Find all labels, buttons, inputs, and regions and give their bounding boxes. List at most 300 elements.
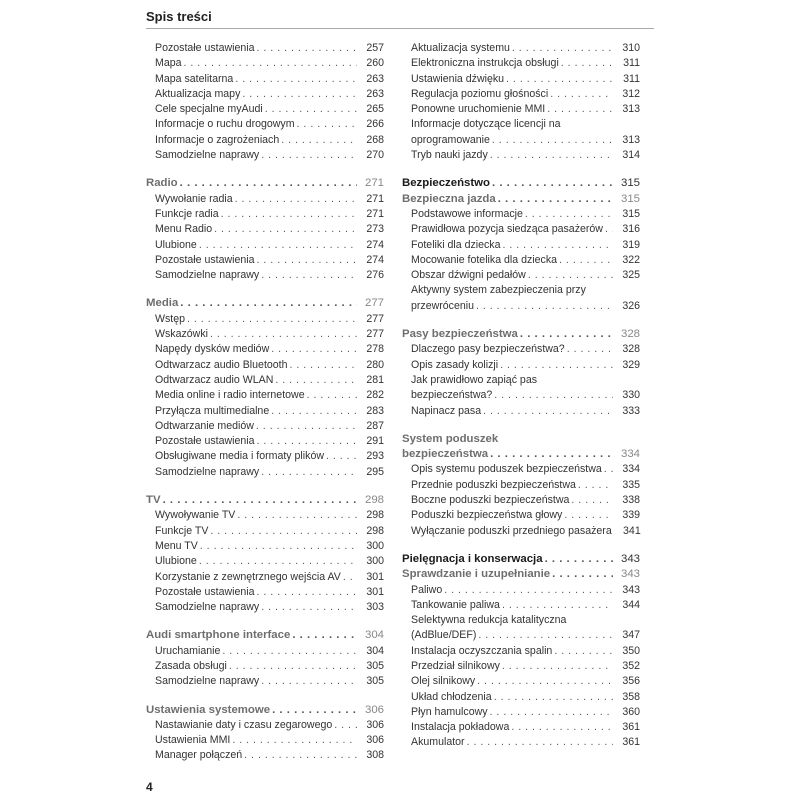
toc-entry-page: 347: [622, 629, 640, 642]
toc-group: [402, 552, 640, 751]
toc-entry-title: przewróceniu: [411, 299, 475, 312]
dot-leader: [256, 419, 357, 434]
toc-entry[interactable]: [402, 222, 640, 237]
toc-entry-page: 300: [366, 555, 384, 568]
toc-entry-page: 350: [622, 644, 640, 657]
toc-entry-page: 277: [364, 297, 384, 310]
toc-group: [402, 327, 640, 419]
toc-entry-page: 263: [366, 87, 384, 100]
toc-entry-page: 312: [622, 87, 640, 100]
toc-entry-title: Korzystanie z zewnętrznego wejścia AV: [155, 570, 341, 583]
toc-entry-page: 326: [622, 299, 640, 312]
toc-entry[interactable]: [402, 508, 640, 523]
dot-leader: [271, 342, 357, 357]
dot-leader: [180, 296, 357, 311]
toc-section-heading[interactable]: [402, 567, 640, 582]
dot-leader: [292, 628, 357, 643]
dot-leader: [571, 493, 613, 508]
toc-entry[interactable]: [402, 133, 640, 148]
toc-entry-page: 329: [622, 358, 640, 371]
dot-leader: [564, 508, 613, 523]
toc-entry-title: Obsługiwane media i formaty plików: [155, 450, 324, 463]
toc-entry-title: Poduszki bezpieczeństwa głowy: [411, 509, 563, 522]
toc-entry[interactable]: [146, 41, 384, 56]
dot-leader: [210, 327, 357, 342]
dot-leader: [502, 598, 613, 613]
toc-entry-page: 304: [366, 644, 384, 657]
toc-group: [146, 493, 384, 615]
toc-entry-title: Instalacja pokładowa: [411, 721, 510, 734]
toc-entry-first-line: Informacje dotyczące licencji na: [411, 118, 561, 131]
toc-entry-title: Samodzielne naprawy: [155, 601, 260, 614]
dot-leader: [554, 644, 613, 659]
toc-entry-page: 277: [366, 328, 384, 341]
dot-leader: [528, 268, 613, 283]
toc-entry-page: 303: [366, 601, 384, 614]
toc-entry[interactable]: [402, 720, 640, 735]
dot-leader: [567, 342, 613, 357]
dot-leader: [467, 735, 613, 750]
toc-entry-page: 291: [366, 435, 384, 448]
toc-entry-title: Media online i radio internetowe: [155, 389, 305, 402]
toc-entry[interactable]: [146, 419, 384, 434]
toc-entry[interactable]: [402, 478, 640, 493]
toc-entry[interactable]: [146, 508, 384, 523]
toc-entry-title: Sprawdzanie i uzupełnianie: [402, 568, 551, 581]
toc-entry[interactable]: [402, 56, 640, 71]
toc-entry-title: Wywołanie radia: [155, 192, 233, 205]
dot-leader: [242, 87, 357, 102]
toc-entry[interactable]: [146, 388, 384, 403]
toc-entry[interactable]: [146, 449, 384, 464]
toc-entry[interactable]: [402, 628, 640, 643]
dot-leader: [232, 733, 357, 748]
toc-entry-title: Napędy dysków mediów: [155, 343, 270, 356]
dot-leader: [492, 176, 613, 191]
toc-entry-page: 328: [620, 328, 640, 341]
toc-entry-title: Foteliki dla dziecka: [411, 238, 501, 251]
dot-leader: [502, 659, 613, 674]
toc-entry[interactable]: [146, 554, 384, 569]
toc-entry[interactable]: [402, 207, 640, 222]
toc-entry[interactable]: [146, 56, 384, 71]
toc-entry-title: Przyłącza multimedialne: [155, 404, 270, 417]
toc-entry[interactable]: [402, 659, 640, 674]
toc-entry-title: Odtwarzacz audio WLAN: [155, 373, 274, 386]
toc-column-left: [146, 41, 384, 777]
toc-entry-page: 330: [622, 389, 640, 402]
toc-entry-page: 306: [366, 718, 384, 731]
dot-leader: [235, 192, 357, 207]
toc-entry-page: 271: [364, 177, 384, 190]
toc-entry-title: (AdBlue/DEF): [411, 629, 477, 642]
toc-chapter-heading[interactable]: [402, 176, 640, 191]
toc-entry-page: 301: [366, 585, 384, 598]
page-title: Spis treści: [146, 9, 212, 24]
toc-entry-page: 298: [366, 509, 384, 522]
toc-entry-title: Samodzielne naprawy: [155, 149, 260, 162]
toc-entry-title: bezpieczeństwa: [402, 448, 489, 461]
toc-entry-title: bezpieczeństwa?: [411, 389, 493, 402]
toc-entry-page: 271: [366, 207, 384, 220]
toc-entry[interactable]: [146, 207, 384, 222]
toc-entry-title: Wskazówki: [155, 328, 208, 341]
toc-entry-page: 306: [366, 734, 384, 747]
toc-entry[interactable]: [146, 148, 384, 163]
toc-entry-page: 265: [366, 103, 384, 116]
toc-entry-page: 313: [622, 133, 640, 146]
toc-entry-page: 335: [622, 478, 640, 491]
toc-entry-page: 334: [622, 463, 640, 476]
toc-entry-title: Boczne poduszki bezpieczeństwa: [411, 494, 570, 507]
toc-entry[interactable]: [146, 465, 384, 480]
toc-entry-title: Odtwarzanie mediów: [155, 419, 254, 432]
toc-entry-page: 257: [366, 42, 384, 54]
toc-entry-page: 270: [366, 149, 384, 162]
toc-entry-page: 273: [366, 223, 384, 236]
toc-entry[interactable]: [146, 644, 384, 659]
toc-entry-title: Audi smartphone interface: [146, 629, 291, 642]
toc-entry-title: Instalacja oczyszczania spalin: [411, 644, 553, 657]
toc-entry[interactable]: [402, 41, 640, 56]
toc-entry[interactable]: [402, 72, 640, 87]
toc-entry-first-line: System poduszek: [402, 432, 499, 445]
toc-entry-page: 274: [366, 253, 384, 266]
toc-entry-title: Odtwarzacz audio Bluetooth: [155, 358, 288, 371]
toc-entry[interactable]: [402, 342, 640, 357]
toc-entry[interactable]: [146, 133, 384, 148]
toc-section-heading[interactable]: [402, 447, 640, 462]
toc-entry[interactable]: [402, 462, 640, 477]
toc-entry-page: 356: [622, 675, 640, 688]
toc-entry[interactable]: [402, 404, 640, 419]
toc-entry[interactable]: [146, 358, 384, 373]
toc-entry-title: Pozostałe ustawienia: [155, 42, 255, 54]
dot-leader: [261, 674, 357, 689]
toc-entry-page: 333: [622, 404, 640, 417]
toc-entry[interactable]: [146, 192, 384, 207]
toc-entry[interactable]: [402, 644, 640, 659]
toc-entry[interactable]: [402, 87, 640, 102]
toc-section-heading[interactable]: [146, 628, 384, 643]
toc-entry-page: 319: [622, 238, 640, 251]
toc-entry[interactable]: [402, 299, 640, 314]
toc-entry-page: 315: [620, 177, 640, 190]
toc-entry-title: Dlaczego pasy bezpieczeństwa?: [411, 343, 565, 356]
toc-entry[interactable]: [146, 539, 384, 554]
dot-leader: [261, 465, 357, 480]
toc-entry-page: 311: [623, 57, 640, 70]
toc-entry-page: 276: [366, 269, 384, 282]
dot-leader: [559, 253, 613, 268]
dot-leader: [199, 238, 357, 253]
toc-entry-title: Akumulator: [411, 736, 465, 749]
toc-entry[interactable]: [146, 659, 384, 674]
dot-leader: [478, 628, 613, 643]
toc-entry-title: Informacje o ruchu drogowym: [155, 118, 295, 131]
toc-chapter-heading[interactable]: [402, 552, 640, 567]
dot-leader: [222, 644, 357, 659]
toc-entry-title: Samodzielne naprawy: [155, 269, 260, 282]
toc-entry-title: Zasada obsługi: [155, 659, 227, 672]
toc-entry-title: Samodzielne naprawy: [155, 675, 260, 688]
dot-leader: [261, 148, 357, 163]
toc-entry-title: Menu TV: [155, 539, 198, 552]
toc-entry-page: 283: [366, 404, 384, 417]
toc-entry[interactable]: [146, 585, 384, 600]
toc-entry-title: Mapa: [155, 57, 182, 70]
dot-leader: [261, 268, 357, 283]
dot-leader: [512, 41, 613, 56]
toc-entry-title: Cele specjalne myAudi: [155, 103, 263, 116]
toc-entry[interactable]: [146, 600, 384, 615]
dot-leader: [200, 539, 357, 554]
toc-entry[interactable]: [402, 493, 640, 508]
toc-entry[interactable]: [146, 312, 384, 327]
dot-leader: [334, 718, 357, 733]
dot-leader: [477, 674, 613, 689]
toc-group: [402, 176, 640, 314]
dot-leader: [547, 102, 613, 117]
toc-entry[interactable]: [146, 342, 384, 357]
toc-entry-page: 298: [364, 494, 384, 507]
dot-leader: [244, 748, 357, 763]
toc-entry-page: 361: [622, 721, 640, 734]
toc-entry-title: Tankowanie paliwa: [411, 598, 500, 611]
toc-entry[interactable]: [146, 434, 384, 449]
toc-section-heading[interactable]: [402, 192, 640, 207]
toc-entry-page: 322: [622, 253, 640, 266]
toc-entry[interactable]: [146, 102, 384, 117]
dot-leader: [290, 358, 358, 373]
toc-entry-page: 305: [366, 675, 384, 688]
toc-entry-title: Prawidłowa pozycja siedząca pasażerów: [411, 223, 603, 236]
toc-entry[interactable]: [146, 222, 384, 237]
toc-entry[interactable]: [146, 253, 384, 268]
toc-entry-title: Płyn hamulcowy: [411, 705, 488, 718]
dot-leader: [343, 570, 357, 585]
toc-column-right: [402, 41, 640, 764]
toc-entry[interactable]: [402, 690, 640, 705]
toc-entry-page: 263: [366, 72, 384, 85]
dot-leader: [187, 312, 357, 327]
toc-entry-title: Pozostałe ustawienia: [155, 435, 255, 448]
toc-entry[interactable]: [146, 570, 384, 585]
toc-group: [146, 296, 384, 480]
toc-entry-page: 280: [366, 358, 384, 371]
toc-entry-title: Radio: [146, 177, 178, 190]
toc-entry-page: 313: [622, 103, 640, 116]
dot-leader: [257, 253, 357, 268]
dot-leader: [235, 72, 357, 87]
toc-entry-title: Funkcje radia: [155, 207, 219, 220]
toc-entry-page: 287: [366, 419, 384, 432]
dot-leader: [490, 705, 613, 720]
toc-entry-title: TV: [146, 494, 161, 507]
dot-leader: [511, 720, 613, 735]
dot-leader: [184, 56, 358, 71]
toc-entry-page: 334: [620, 448, 640, 461]
toc-entry-page: 277: [366, 312, 384, 325]
toc-entry-title: Obszar dźwigni pedałów: [411, 269, 526, 282]
dot-leader: [550, 87, 613, 102]
dot-leader: [214, 222, 357, 237]
toc-entry[interactable]: [402, 705, 640, 720]
toc-entry-title: Nastawianie daty i czasu zegarowego: [155, 718, 333, 731]
toc-entry-title: Bezpieczna jazda: [402, 192, 496, 205]
dot-leader: [271, 404, 357, 419]
toc-entry-page: 268: [366, 133, 384, 146]
dot-leader: [210, 524, 357, 539]
toc-entry-title: Wyłączanie poduszki przedniego pasażera: [411, 524, 612, 537]
toc-entry-page: 352: [622, 659, 640, 672]
toc-entry-title: Paliwo: [411, 583, 443, 596]
toc-entry-page: 260: [366, 57, 384, 70]
toc-entry-page: 361: [622, 736, 640, 749]
toc-entry[interactable]: [146, 87, 384, 102]
dot-leader: [561, 56, 613, 71]
dot-leader: [297, 117, 357, 132]
dot-leader: [604, 462, 613, 477]
toc-group: [146, 41, 384, 163]
dot-leader: [525, 207, 613, 222]
toc-entry-page: 315: [620, 192, 640, 205]
toc-entry[interactable]: [146, 718, 384, 733]
toc-entry-title: Tryb nauki jazdy: [411, 149, 488, 162]
toc-entry-title: Ulubione: [155, 238, 197, 251]
toc-entry-page: 344: [622, 598, 640, 611]
toc-entry[interactable]: [402, 388, 640, 403]
dot-leader: [503, 238, 614, 253]
toc-entry[interactable]: [402, 524, 640, 539]
toc-entry-title: Uruchamianie: [155, 644, 221, 657]
toc-entry-title: Aktualizacja mapy: [155, 87, 241, 100]
toc-entry-page: 343: [620, 568, 640, 581]
toc-entry-page: 298: [366, 524, 384, 537]
toc-entry-title: Opis zasady kolizji: [411, 358, 499, 371]
dot-leader: [444, 583, 613, 598]
toc-entry[interactable]: [146, 72, 384, 87]
dot-leader: [199, 554, 357, 569]
toc-entry[interactable]: [146, 238, 384, 253]
dot-leader: [605, 222, 613, 237]
dot-leader: [281, 133, 357, 148]
toc-entry[interactable]: [146, 674, 384, 689]
toc-section-heading[interactable]: [146, 176, 384, 191]
toc-entry-page: 360: [622, 705, 640, 718]
toc-entry-title: Olej silnikowy: [411, 675, 476, 688]
toc-entry[interactable]: [146, 404, 384, 419]
toc-section-heading[interactable]: [402, 327, 640, 342]
dot-leader: [490, 148, 613, 163]
toc-entry[interactable]: [402, 674, 640, 689]
toc-entry-title: Bezpieczeństwo: [402, 177, 490, 190]
toc-entry[interactable]: [402, 598, 640, 613]
toc-entry-title: Media: [146, 297, 179, 310]
toc-entry-title: Funkcje TV: [155, 524, 209, 537]
dot-leader: [552, 567, 613, 582]
toc-entry[interactable]: [402, 253, 640, 268]
toc-entry-page: 306: [364, 703, 384, 716]
toc-entry[interactable]: [402, 102, 640, 117]
dot-leader: [520, 327, 613, 342]
toc-entry[interactable]: [146, 327, 384, 342]
dot-leader: [180, 176, 357, 191]
toc-entry-title: Pozostałe ustawienia: [155, 253, 255, 266]
toc-entry-page: 271: [366, 192, 384, 205]
dot-leader: [498, 192, 613, 207]
toc-entry[interactable]: [146, 373, 384, 388]
toc-entry-title: Ponowne uruchomienie MMI: [411, 103, 546, 116]
toc-group: [146, 703, 384, 764]
toc-entry[interactable]: [402, 735, 640, 750]
toc-entry[interactable]: [146, 117, 384, 132]
toc-entry-first-line: Aktywny system zabezpieczenia przy: [411, 284, 586, 297]
toc-entry-page: 310: [622, 42, 640, 54]
toc-entry-title: Przedział silnikowy: [411, 659, 500, 672]
toc-entry-title: Opis systemu poduszek bezpieczeństwa: [411, 463, 602, 476]
toc-group: [146, 176, 384, 283]
toc-entry[interactable]: [146, 524, 384, 539]
dot-leader: [237, 508, 357, 523]
toc-entry-title: Wstęp: [155, 312, 186, 325]
toc-entry-page: 281: [366, 373, 384, 386]
dot-leader: [265, 102, 357, 117]
toc-entry-first-line: Jak prawidłowo zapiąć pas: [411, 373, 538, 386]
toc-entry-page: 295: [366, 465, 384, 478]
toc-entry-title: Menu Radio: [155, 223, 213, 236]
toc-entry-page: 282: [366, 389, 384, 402]
toc-entry[interactable]: [146, 748, 384, 763]
toc-entry-title: Samodzielne naprawy: [155, 465, 260, 478]
toc-entry-page: 338: [622, 494, 640, 507]
toc-entry-page: 343: [620, 552, 640, 565]
toc-entry-page: 315: [622, 207, 640, 220]
toc-section-heading[interactable]: [146, 703, 384, 718]
toc-entry-page: 304: [364, 629, 384, 642]
toc-entry[interactable]: [402, 148, 640, 163]
toc-entry-title: Ustawienia dźwięku: [411, 72, 505, 85]
dot-leader: [163, 493, 357, 508]
toc-entry[interactable]: [402, 358, 640, 373]
toc-entry[interactable]: [146, 733, 384, 748]
dot-leader: [578, 478, 613, 493]
toc-entry[interactable]: [146, 268, 384, 283]
toc-entry-title: Elektroniczna instrukcja obsługi: [411, 57, 559, 70]
dot-leader: [229, 659, 357, 674]
page-number: 4: [146, 780, 153, 794]
toc-entry-title: Napinacz pasa: [411, 404, 482, 417]
dot-leader: [257, 585, 357, 600]
toc-entry-title: Regulacja poziomu głośności: [411, 87, 549, 100]
dot-leader: [261, 600, 357, 615]
toc-entry-title: Pielęgnacja i konserwacja: [402, 552, 543, 565]
toc-entry-title: Informacje o zagrożeniach: [155, 133, 280, 146]
dot-leader: [275, 373, 357, 388]
toc-entry-title: Podstawowe informacje: [411, 207, 523, 220]
dot-leader: [257, 41, 357, 56]
toc-entry-title: Aktualizacja systemu: [411, 42, 510, 54]
toc-section-heading[interactable]: [146, 296, 384, 311]
toc-entry-page: 325: [622, 269, 640, 282]
toc-entry[interactable]: [402, 268, 640, 283]
dot-leader: [257, 434, 357, 449]
toc-entry[interactable]: [402, 583, 640, 598]
toc-section-heading[interactable]: [146, 493, 384, 508]
toc-entry-title: Mocowanie fotelika dla dziecka: [411, 253, 558, 266]
toc-entry-page: 301: [366, 570, 384, 583]
toc-entry[interactable]: [402, 238, 640, 253]
